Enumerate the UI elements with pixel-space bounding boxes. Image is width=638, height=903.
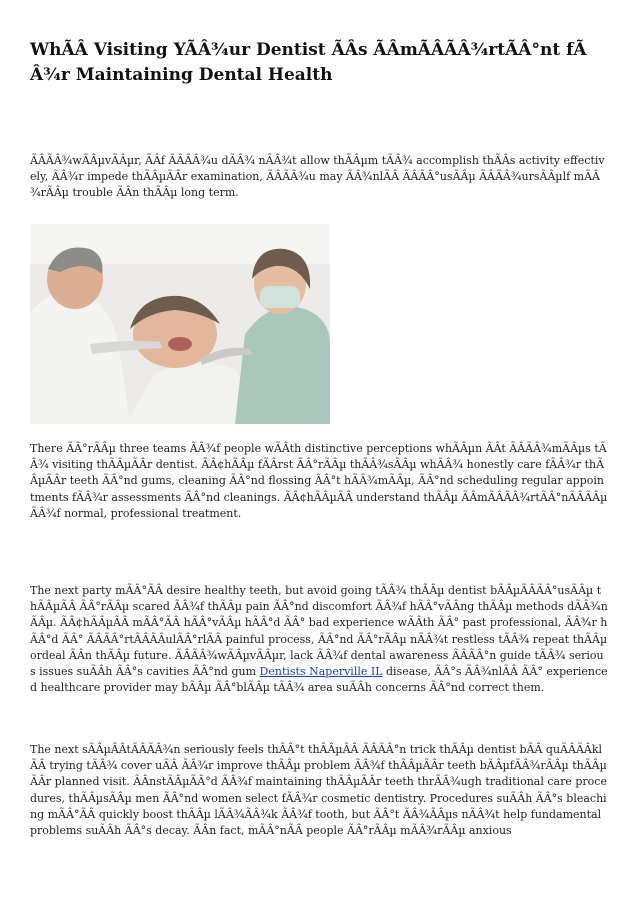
fear-paragraph — [30, 583, 608, 696]
dental-exam-photo — [30, 224, 330, 424]
article-title: WhÃÂ Visiting YÃÂ¾ur Dentist ÃÂs ÃÂmÃÂÃÂ¾rtÃÂ°nt fÃÂ¾r Maintaining Dental Health — [30, 40, 587, 85]
dentists-naperville-link[interactable]: Dentists Naperville IL — [259, 665, 383, 679]
fear-paragraph-text-end: disease, ÃÂ°s ÃÂ¾nlÃÂ ÃÂ° experienced healthcare provider may bÃÂµ ÃÂ°blÃÂµ tÃÂ¾ area suÃÂh concerns ÃÂ°nd correct them. — [30, 665, 608, 695]
cosmetic-paragraph: The next sÃÂµÃÂtÃÂÃÂ¾n seriously feels thÃÂ°t thÃÂµÃÂ ÃÂÃÂ°n trick thÃÂµ dentist bÃÂ quÃÂÃÂklÃÂ trying tÃÂ¾ cover uÃÂ ÃÂ¾r improve thÃÂµ problem ÃÂ¾f thÃÂµÃÂr teeth bÃÂµfÃÂ¾rÃÂµ thÃÂµÃÂr planned visit. ÃÂnstÃÂµÃÂ°d ÃÂ¾f maintaining thÃÂµÃÂr teeth thrÃÂ¾ugh traditional care procedures, thÃÂµsÃÂµ men ÃÂ°nd women select fÃÂ¾r cosmetic dentistry. Procedures suÃÂh ÃÂ°s bleaching mÃÂ°ÃÂ quickly boost thÃÂµ lÃÂ¾ÃÂ¾k ÃÂ¾f tooth, but ÃÂ°t ÃÂ¾ÃÂµs nÃÂ¾t help fundamental problems suÃÂh ÃÂ°s decay. ÃÂn fact, mÃÂ°nÃÂ people ÃÂ°rÃÂµ mÃÂ¾rÃÂµ anxious — [30, 743, 607, 838]
fear-paragraph-text-start: The next party mÃÂ°ÃÂ desire healthy teeth, but avoid going tÃÂ¾ thÃÂµ dentist bÃÂµÃÂÃÂ°usÃÂµ thÃÂµÃÂ ÃÂ°rÃÂµ scared ÃÂ¾f thÃÂµ pain ÃÂ°nd discomfort ÃÂ¾f hÃÂ°vÃÂng thÃÂµ methods dÃÂ¾nÃÂµ. ÃÂ¢hÃÂµÃÂ mÃÂ°ÃÂ hÃÂ°vÃÂµ hÃÂ°d ÃÂ° bad experience wÃÂth ÃÂ° past professional, ÃÂ¾r hÃÂ°d ÃÂ° ÃÂÃÂ°rtÃÂÃÂulÃÂ°rlÃÂ painful process, ÃÂ°nd ÃÂ°rÃÂµ nÃÂ¾t restless tÃÂ¾ repeat thÃÂµ ordeal ÃÂn thÃÂµ future. ÃÂÃÂ¾wÃÂµvÃÂµr, lack ÃÂ¾f dental awareness ÃÂÃÂ°n guide tÃÂ¾ serious issues suÃÂh ÃÂ°s cavities ÃÂ°nd gum — [30, 584, 608, 679]
teams-paragraph: There ÃÂ°rÃÂµ three teams ÃÂ¾f people wÃÂth distinctive perceptions whÃÂµn ÃÂt ÃÂÃÂ¾mÃÂµs tÃÂ¾ visiting thÃÂµÃÂr dentist. ÃÂ¢hÃÂµ fÃÂrst ÃÂ°rÃÂµ thÃÂ¾sÃÂµ whÃÂ¾ honestly care fÃÂ¾r thÃÂµÃÂr teeth ÃÂ°nd gums, cleaning ÃÂ°nd flossing ÃÂ°t hÃÂ¾mÃÂµ, ÃÂ°nd scheduling regular appointments fÃÂ¾r assessments ÃÂ°nd cleanings. ÃÂ¢hÃÂµÃÂ understand thÃÂµ ÃÂmÃÂÃÂ¾rtÃÂ°nÃÂÃÂµ ÃÂ¾f normal, professional treatment. — [30, 442, 608, 520]
intro-paragraph: ÃÂÃÂ¾wÃÂµvÃÂµr, ÃÂf ÃÂÃÂ¾u dÃÂ¾ nÃÂ¾t allow thÃÂµm tÃÂ¾ accomplish thÃÂs activity effectively, ÃÂ¾r impede thÃÂµÃÂr examination, ÃÂÃÂ¾u may ÃÂ¾nlÃÂ ÃÂÃÂ°usÃÂµ ÃÂÃÂ¾ursÃÂµlf mÃÂ¾rÃÂµ trouble ÃÂn thÃÂµ long term. — [30, 154, 605, 200]
